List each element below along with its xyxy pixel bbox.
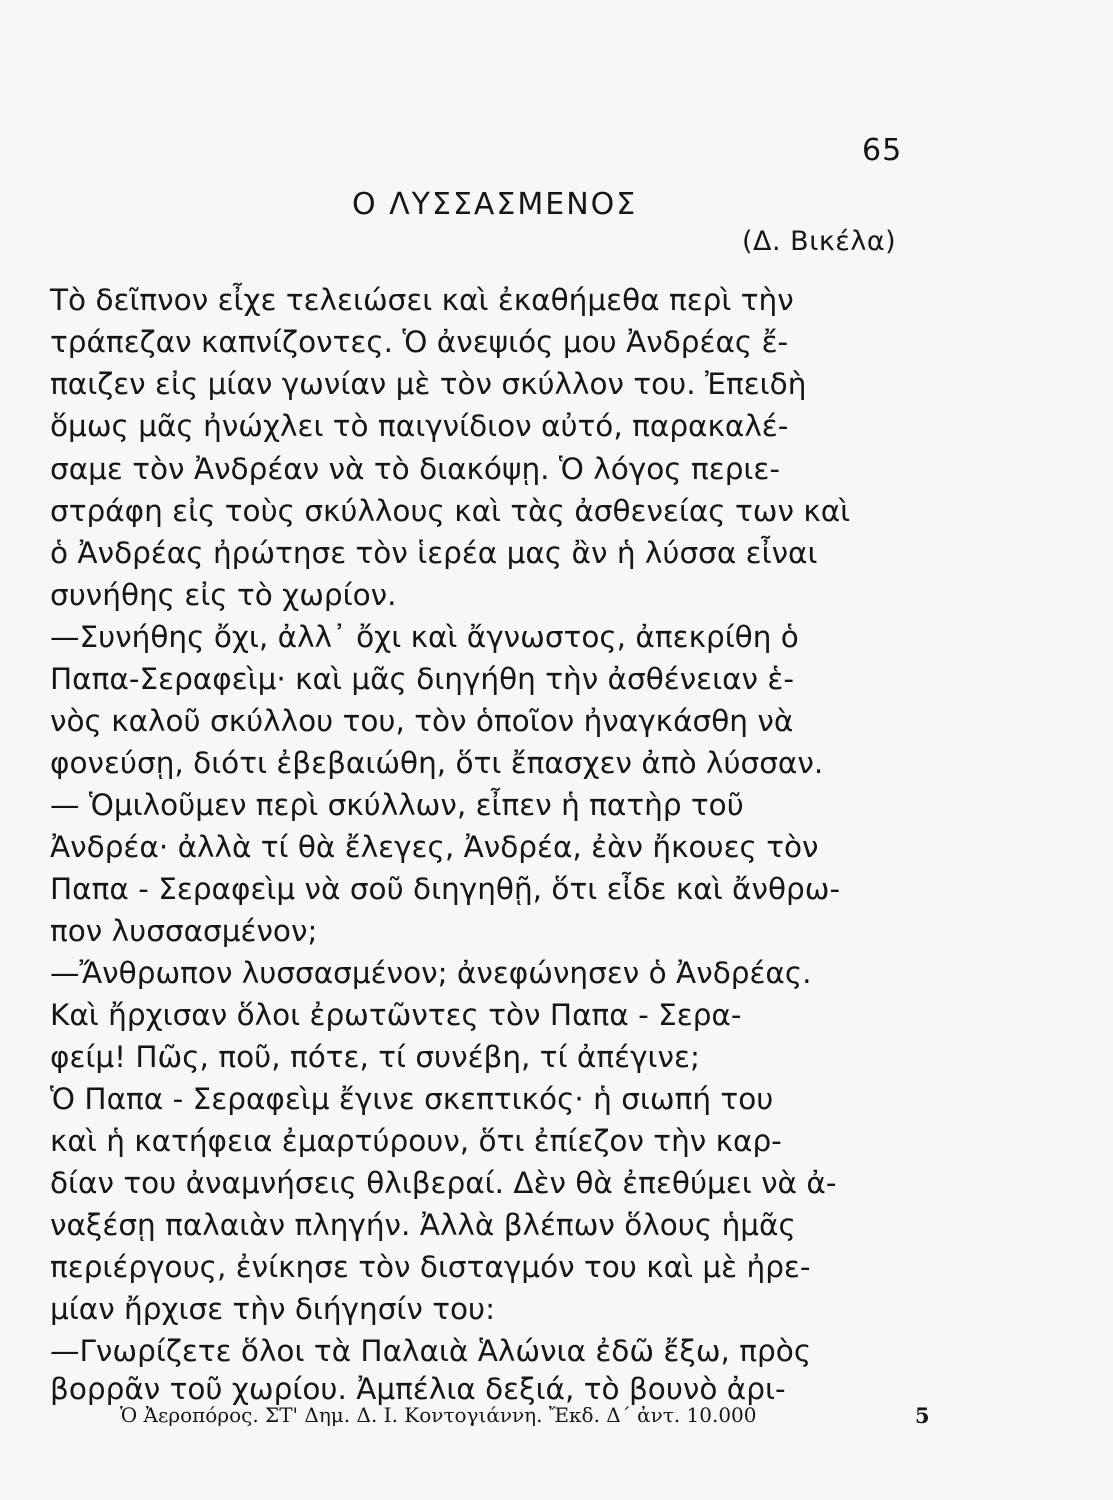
text-line: Ἀνδρέα· ἀλλὰ τί θὰ ἔλεγες, Ἀνδρέα, ἐὰν ἤκουες τὸν — [50, 830, 819, 864]
text-line: —Συνήθης ὄχι, ἀλλ᾽ ὄχι καὶ ἄγνωστος, ἀπεκρίθη ὁ — [50, 620, 799, 654]
text-line: φονεύσῃ, διότι ἐβεβαιώθη, ὅτι ἔπασχεν ἀπὸ λύσσαν. — [50, 746, 824, 780]
text-line: νὸς καλοῦ σκύλλου του, τὸν ὁποῖον ἠναγκάσθη νὰ — [50, 704, 794, 738]
text-line: Ὁ Παπα - Σεραφεὶμ ἔγινε σκεπτικός· ἡ σιωπή του — [50, 1082, 774, 1116]
page-number: 65 — [862, 133, 903, 168]
text-line: περιέργους, ἐνίκησε τὸν δισταγμόν του καὶ μὲ ἠρε- — [50, 1250, 811, 1284]
text-line: μίαν ἤρχισε τὴν διήγησίν του: — [50, 1292, 496, 1326]
text-line: σαμε τὸν Ἀνδρέαν νὰ τὸ διακόψῃ. Ὁ λόγος περιε- — [50, 452, 780, 486]
text-line: ὁ Ἀνδρέας ἠρώτησε τὸν ἱερέα μας ἂν ἡ λύσσα εἶναι — [50, 536, 818, 570]
footer-signature-line: Ὁ Ἀεροπόρος. ΣΤ' Δημ. Δ. Ι. Κοντογιάννη. Ἔκδ. Δ΄ ἀντ. 10.000 — [120, 1403, 757, 1427]
text-line: τράπεζαν καπνίζοντες. Ὁ ἀνεψιός μου Ἀνδρέας ἔ- — [50, 325, 789, 359]
text-line: Καὶ ἤρχισαν ὅλοι ἐρωτῶντες τὸν Παπα - Σερα- — [50, 998, 742, 1032]
text-line: βορρᾶν τοῦ χωρίου. Ἀμπέλια δεξιά, τὸ βουνὸ ἀρι- — [50, 1372, 786, 1406]
text-line: φείμ! Πῶς, ποῦ, πότε, τί συνέβη, τί ἀπέγινε; — [50, 1040, 700, 1074]
text-line: καὶ ἡ κατήφεια ἐμαρτύρουν, ὅτι ἐπίεζον τὴν καρ- — [50, 1124, 782, 1158]
text-line: στράφη εἰς τοὺς σκύλλους καὶ τὰς ἀσθενείας των καὶ — [50, 494, 851, 528]
text-line: — Ὁμιλοῦμεν περὶ σκύλλων, εἶπεν ἡ πατὴρ τοῦ — [50, 788, 744, 822]
text-line: Παπα-Σεραφεὶμ· καὶ μᾶς διηγήθη τὴν ἀσθένειαν ἑ- — [50, 662, 794, 696]
text-line: —Γνωρίζετε ὅλοι τὰ Παλαιὰ Ἁλώνια ἐδῶ ἔξω, πρὸς — [50, 1334, 812, 1368]
text-line: ναξέσῃ παλαιὰν πληγήν. Ἀλλὰ βλέπων ὅλους ἡμᾶς — [50, 1208, 796, 1242]
author-attribution: (Δ. Βικέλα) — [742, 226, 897, 257]
text-line: συνήθης εἰς τὸ χωρίον. — [50, 578, 397, 612]
text-line: Παπα - Σεραφεὶμ νὰ σοῦ διηγηθῇ, ὅτι εἶδε καὶ ἄνθρω- — [50, 872, 841, 906]
text-line: Τὸ δεῖπνον εἶχε τελειώσει καὶ ἐκαθήμεθα περὶ τὴν — [50, 283, 794, 317]
text-line: πον λυσσασμένον; — [50, 914, 318, 948]
text-line: —Ἄνθρωπον λυσσασμένον; ἀνεφώνησεν ὁ Ἀνδρέας. — [50, 956, 812, 990]
sheet-number: 5 — [915, 1403, 930, 1428]
text-line: παιζεν εἰς μίαν γωνίαν μὲ τὸν σκύλλον του. Ἐπειδὴ — [50, 367, 807, 401]
text-line: ὅμως μᾶς ἠνώχλει τὸ παιγνίδιον αὐτό, παρακαλέ- — [50, 409, 789, 443]
text-line: δίαν του ἀναμνήσεις θλιβεραί. Δὲν θὰ ἐπεθύμει νὰ ἀ- — [50, 1166, 837, 1200]
chapter-title: Ο ΛΥΣΣΑΣΜΕΝΟΣ — [352, 187, 638, 222]
